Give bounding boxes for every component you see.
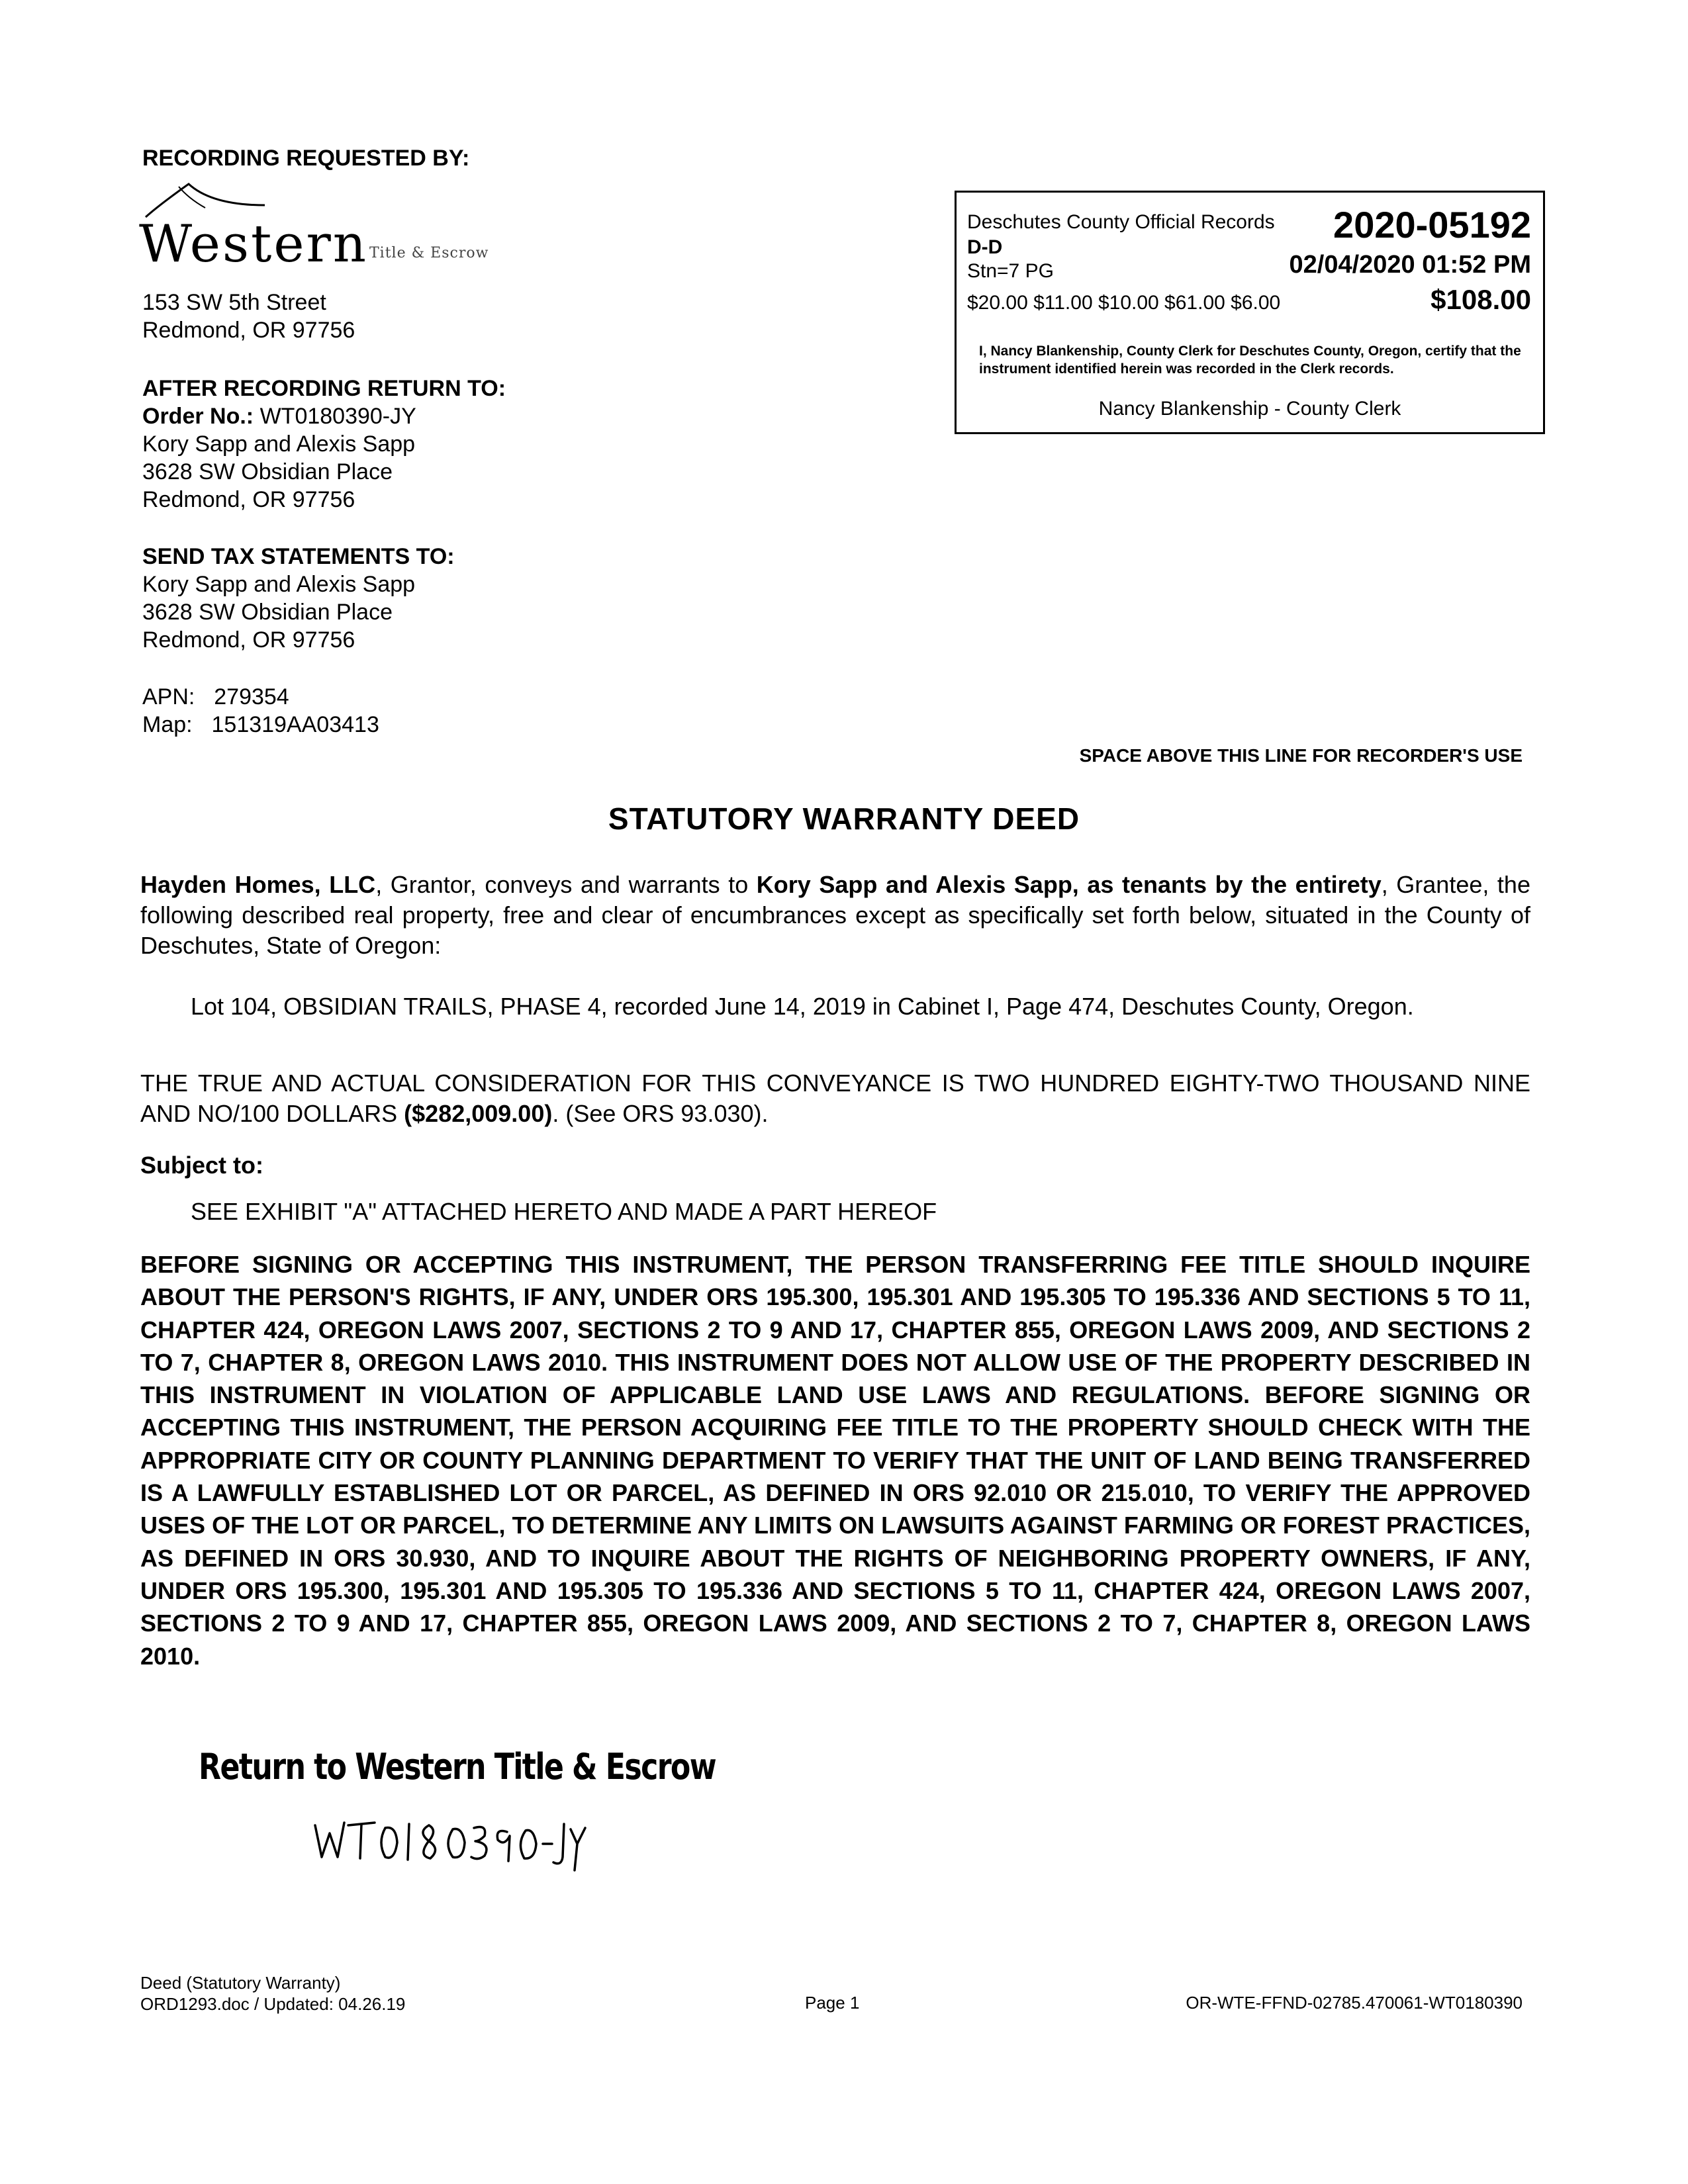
fees-breakdown: $20.00 $11.00 $10.00 $61.00 $6.00 [967, 292, 1281, 314]
return-to-line: Redmond, OR 97756 [142, 487, 355, 512]
footer-form-info [140, 1972, 405, 2015]
fees-total: $108.00 [1430, 284, 1531, 315]
apn-value: 279354 [214, 684, 289, 709]
doc-type: D-D [967, 236, 1003, 258]
recorded-datetime: 02/04/2020 01:52 PM [1289, 251, 1531, 279]
logo-tagline: Title & Escrow [369, 245, 489, 261]
after-recording-label: AFTER RECORDING RETURN TO: [142, 376, 506, 401]
document-id: OR-WTE-FFND-02785.470061-WT0180390 [1186, 1993, 1523, 2013]
map-value: 151319AA03413 [211, 712, 379, 737]
order-label: Order No.: [142, 404, 254, 429]
parcel-ids [142, 683, 379, 739]
consideration-amount: ($282,009.00) [404, 1100, 553, 1127]
recording-requested-label: RECORDING REQUESTED BY: [142, 146, 470, 171]
intro-rest: , Grantee, the following described real property, free and clear of encumbrances except as specifically set forth below, situated in the County of Deschutes, State of Oregon: [140, 871, 1530, 959]
return-to-line: Kory Sapp and Alexis Sapp [142, 432, 416, 457]
consideration-ref: . (See ORS 93.030). [552, 1100, 769, 1127]
clerk-name: Nancy Blankenship - County Clerk [1098, 398, 1401, 420]
consideration-paragraph [140, 1068, 1530, 1129]
grantor-name: Hayden Homes, LLC [140, 871, 376, 898]
apn-line [142, 683, 379, 711]
legal-description: Lot 104, OBSIDIAN TRAILS, PHASE 4, recorded June 14, 2019 in Cabinet I, Page 474, Deschutes County, Oregon. [191, 993, 1414, 1020]
address-line: 153 SW 5th Street [142, 290, 326, 315]
address-line: Redmond, OR 97756 [142, 318, 355, 343]
page-number: Page 1 [805, 1993, 860, 2013]
conveys-text: , Grantor, conveys and warrants to [375, 871, 757, 898]
logo-wordmark: Western [139, 214, 369, 274]
handwriting-signature-icon [311, 1805, 589, 1878]
form-name: Deed (Statutory Warranty) [140, 1973, 341, 1993]
recorder-stamp-box [955, 191, 1545, 434]
map-label: Map: [142, 712, 193, 737]
order-number: WT0180390-JY [259, 404, 416, 429]
exhibit-reference: SEE EXHIBIT "A" ATTACHED HERETO AND MADE A PART HEREOF [191, 1198, 937, 1225]
subject-to-heading: Subject to: [140, 1152, 263, 1179]
statutory-warning: BEFORE SIGNING OR ACCEPTING THIS INSTRUMENT, THE PERSON TRANSFERRING FEE TITLE SHOULD INQUIRE ABOUT THE PERSON'S RIGHTS, IF ANY, UNDER ORS 195.300, 195.301 AND 195.305 TO 195.336 AND SECTIONS 5 TO 11, CHAPTER 424, OREGON LAWS 2007, SECTIONS 2 TO 9 AND 17, CHAPTER 855, OREGON LAWS 2009, AND SECTIONS 2 TO 7, CHAPTER 8, OREGON LAWS 2010. THIS INSTRUMENT DOES NOT ALLOW USE OF THE PROPERTY DESCRIBED IN THIS INSTRUMENT IN VIOLATION OF APPLICABLE LAND USE LAWS AND REGULATIONS. BEFORE SIGNING OR ACCEPTING THIS INSTRUMENT, THE PERSON ACQUIRING FEE TITLE TO THE PROPERTY SHOULD CHECK WITH THE APPROPRIATE CITY OR COUNTY PLANNING DEPARTMENT TO VERIFY THAT THE UNIT OF LAND BEING TRANSFERRED IS A LAWFULLY ESTABLISHED LOT OR PARCEL, AS DEFINED IN ORS 92.010 OR 215.010, TO VERIFY THE APPROVED USES OF THE LOT OR PARCEL, TO DETERMINE ANY LIMITS ON LAWSUITS AGAINST FARMING OR FOREST PRACTICES, AS DEFINED IN ORS 30.930, AND TO INQUIRE ABOUT THE RIGHTS OF NEIGHBORING PROPERTY OWNERS, IF ANY, UNDER ORS 195.300, 195.301 AND 195.305 TO 195.336 AND SECTIONS 5 TO 11, CHAPTER 424, OREGON LAWS 2007, SECTIONS 2 TO 9 AND 17, CHAPTER 855, OREGON LAWS 2009, AND SECTIONS 2 TO 7, CHAPTER 8, OREGON LAWS 2010. [140, 1251, 1530, 1670]
page-title: STATUTORY WARRANTY DEED [608, 801, 1080, 836]
grantee-name: Kory Sapp and Alexis Sapp, as tenants by the entirety [756, 871, 1382, 898]
mountain-logo-icon [139, 179, 298, 218]
station: Stn=7 PG [967, 260, 1054, 282]
grant-paragraph [140, 870, 1530, 961]
handwritten-order-number [311, 1805, 589, 1882]
record-number: 2020-05192 [1333, 204, 1531, 246]
send-tax-block [142, 543, 455, 654]
tax-to-line: 3628 SW Obsidian Place [142, 600, 393, 625]
recorder-use-line: SPACE ABOVE THIS LINE FOR RECORDER'S USE [1079, 745, 1523, 766]
clerk-certification: I, Nancy Blankenship, County Clerk for Deschutes County, Oregon, certify that the instrument identified herein was recorded in the Clerk records. [979, 343, 1521, 377]
consideration-text: THE TRUE AND ACTUAL CONSIDERATION FOR THIS CONVEYANCE IS TWO HUNDRED EIGHTY-TWO THOUSAND NINE AND NO/100 DOLLARS [140, 1069, 1530, 1127]
return-to-line: 3628 SW Obsidian Place [142, 459, 393, 484]
after-recording-block [142, 375, 506, 514]
send-tax-label: SEND TAX STATEMENTS TO: [142, 544, 455, 569]
county-records-label: Deschutes County Official Records [967, 211, 1275, 233]
tax-to-line: Kory Sapp and Alexis Sapp [142, 572, 416, 597]
order-line [142, 402, 506, 430]
western-title-logo [139, 179, 536, 278]
form-ref: ORD1293.doc / Updated: 04.26.19 [140, 1994, 406, 2014]
tax-to-line: Redmond, OR 97756 [142, 627, 355, 653]
apn-label: APN: [142, 684, 195, 709]
map-line [142, 711, 379, 739]
company-address [142, 289, 355, 344]
return-stamp: Return to Western Title & Escrow [199, 1746, 716, 1788]
